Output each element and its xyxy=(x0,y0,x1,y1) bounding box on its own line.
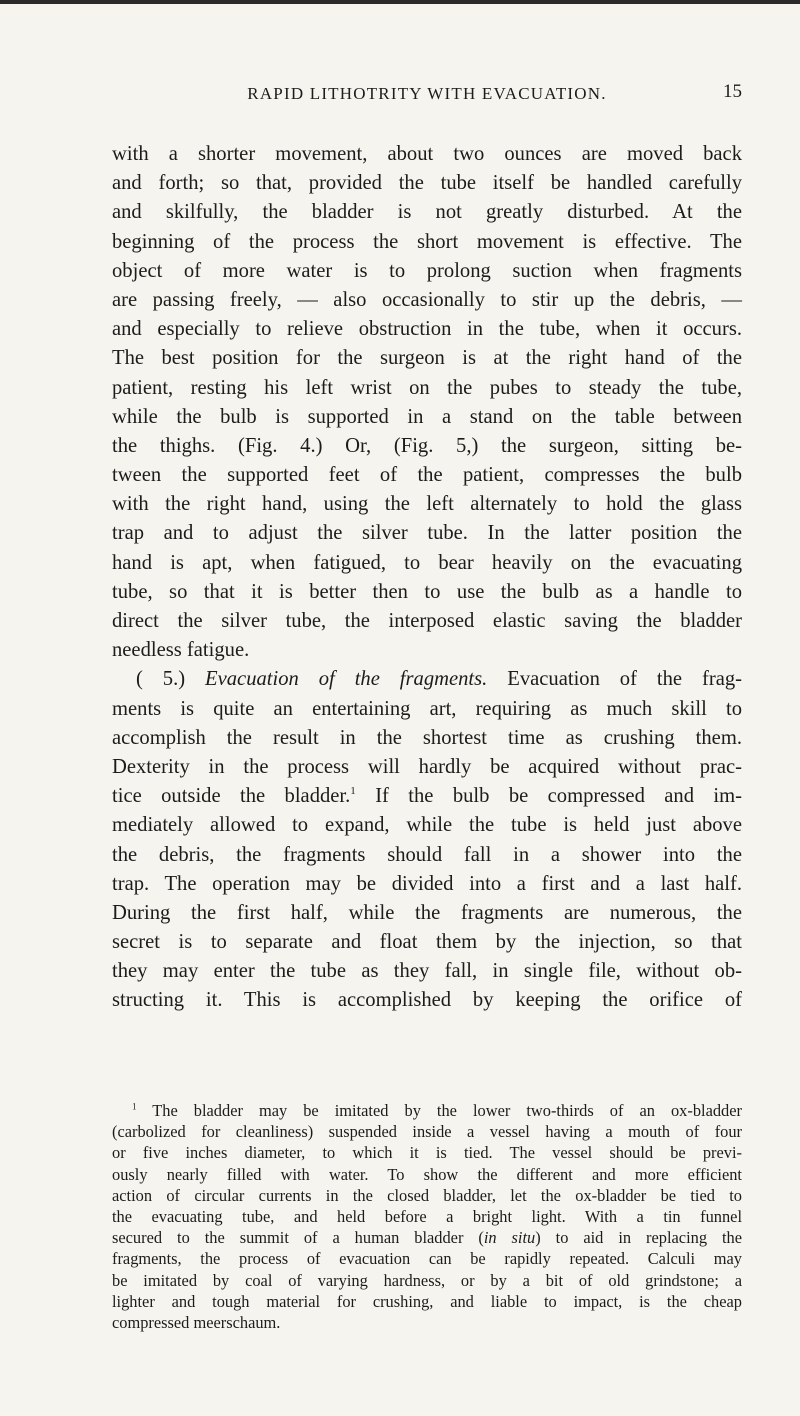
section-text: If the bulb be compressed and im- xyxy=(375,785,742,808)
text-line: the thighs. (Fig. 4.) Or, (Fig. 5,) the surgeon, sitting be- xyxy=(112,434,742,457)
text-line: During the first half, while the fragments are numerous, the xyxy=(112,901,742,924)
text-line: beginning of the process the short movement is effective. The xyxy=(112,230,742,253)
text-line: and skilfully, the bladder is not greatly disturbed. At the xyxy=(112,201,742,224)
footnote-line: or five inches diameter, to which it is tied. The vessel should be previ- xyxy=(112,1143,742,1163)
section-text: Evacuation of the frag- xyxy=(507,668,742,691)
text-line: Dexterity in the process will hardly be acquired without prac- xyxy=(112,755,742,778)
footnote-line xyxy=(112,1100,742,1121)
page-top-edge xyxy=(0,0,800,4)
text-line: with a shorter movement, about two ounces are moved back xyxy=(112,143,742,165)
section-text: tice outside the bladder. xyxy=(112,785,351,808)
text-line xyxy=(112,782,742,811)
text-line: direct the silver tube, the interposed elastic saving the bladder xyxy=(112,610,742,632)
text-line: trap and to adjust the silver tube. In the latter position the xyxy=(112,522,742,545)
text-line: are passing freely, — also occasionally to stir up the debris, — xyxy=(112,288,742,311)
text-line: tube, so that it is better then to use the bulb as a handle to xyxy=(112,580,742,603)
text-line: accomplish the result in the shortest time as crushing them. xyxy=(112,726,742,749)
text-line: secret is to separate and float them by the injection, so that xyxy=(112,931,742,954)
footnote-marker: 1 xyxy=(132,1101,137,1112)
text-line: tween the supported feet of the patient, compresses the bulb xyxy=(112,464,742,487)
text-line: hand is apt, when fatigued, to bear heavily on the evacuating xyxy=(112,551,742,574)
page-number: 15 xyxy=(723,81,742,102)
footnote-line: be imitated by coal of varying hardness, or by a bit of old grindstone; a xyxy=(112,1270,742,1290)
footnote-line: the evacuating tube, and held before a bright light. With a tin funnel xyxy=(112,1206,742,1226)
text-line: patient, resting his left wrist on the pubes to steady the tube, xyxy=(112,376,742,399)
text-line: ments is quite an entertaining art, requiring as much skill to xyxy=(112,697,742,720)
section-number: ( 5.) xyxy=(136,668,186,691)
footnote-line: fragments, the process of evacuation can be rapidly repeated. Calculi may xyxy=(112,1249,742,1269)
section-heading: Evacuation of the fragments. xyxy=(205,668,488,691)
footnote-line: (carbolized for cleanliness) suspended inside a vessel having a mouth of four xyxy=(112,1122,742,1142)
text-line: the debris, the fragments should fall in a shower into the xyxy=(112,843,742,866)
text-line: they may enter the tube as they fall, in single file, without ob- xyxy=(112,960,742,983)
footnote-line xyxy=(112,1227,742,1248)
text-line: while the bulb is supported in a stand on the table between xyxy=(112,405,742,428)
text-line: and forth; so that, provided the tube itself be handled carefully xyxy=(112,172,742,195)
footnote-reference[interactable]: 1 xyxy=(350,785,356,798)
text-line: trap. The operation may be divided into a first and a last half. xyxy=(112,872,742,895)
footnote-text: secured to the summit of a human bladder ( xyxy=(112,1228,484,1248)
footnote-line: ously nearly filled with water. To show the different and more efficient xyxy=(112,1164,742,1184)
body-text xyxy=(112,140,742,1016)
text-line: The best position for the surgeon is at the right hand of the xyxy=(112,347,742,370)
text-line: mediately allowed to expand, while the tube is held just above xyxy=(112,814,742,837)
text-line: structing it. This is accomplished by keeping the orifice of xyxy=(112,989,742,1012)
text-line: object of more water is to prolong suction when fragments xyxy=(112,259,742,282)
footnote-italic: in situ xyxy=(483,1228,536,1248)
text-line: needless fatigue. xyxy=(112,639,250,662)
footnote-text: The bladder may be imitated by the lower two-thirds of an ox-bladder xyxy=(152,1101,742,1120)
footnote-line: compressed meerschaum. xyxy=(112,1312,281,1332)
page-header xyxy=(112,81,742,114)
footnote-line: lighter and tough material for crushing, and liable to impact, is the cheap xyxy=(112,1291,742,1311)
text-line: with the right hand, using the left alternately to hold the glass xyxy=(112,493,742,516)
footnote-text: ) to aid in replacing the xyxy=(535,1228,742,1248)
footnote-line: action of circular currents in the closed bladder, let the ox-bladder be tied to xyxy=(112,1185,742,1205)
footnote xyxy=(112,1100,742,1333)
text-line: and especially to relieve obstruction in the tube, when it occurs. xyxy=(112,318,742,341)
section-heading-line xyxy=(112,665,742,694)
running-title: RAPID LITHOTRITY WITH EVACUATION. xyxy=(247,84,607,103)
